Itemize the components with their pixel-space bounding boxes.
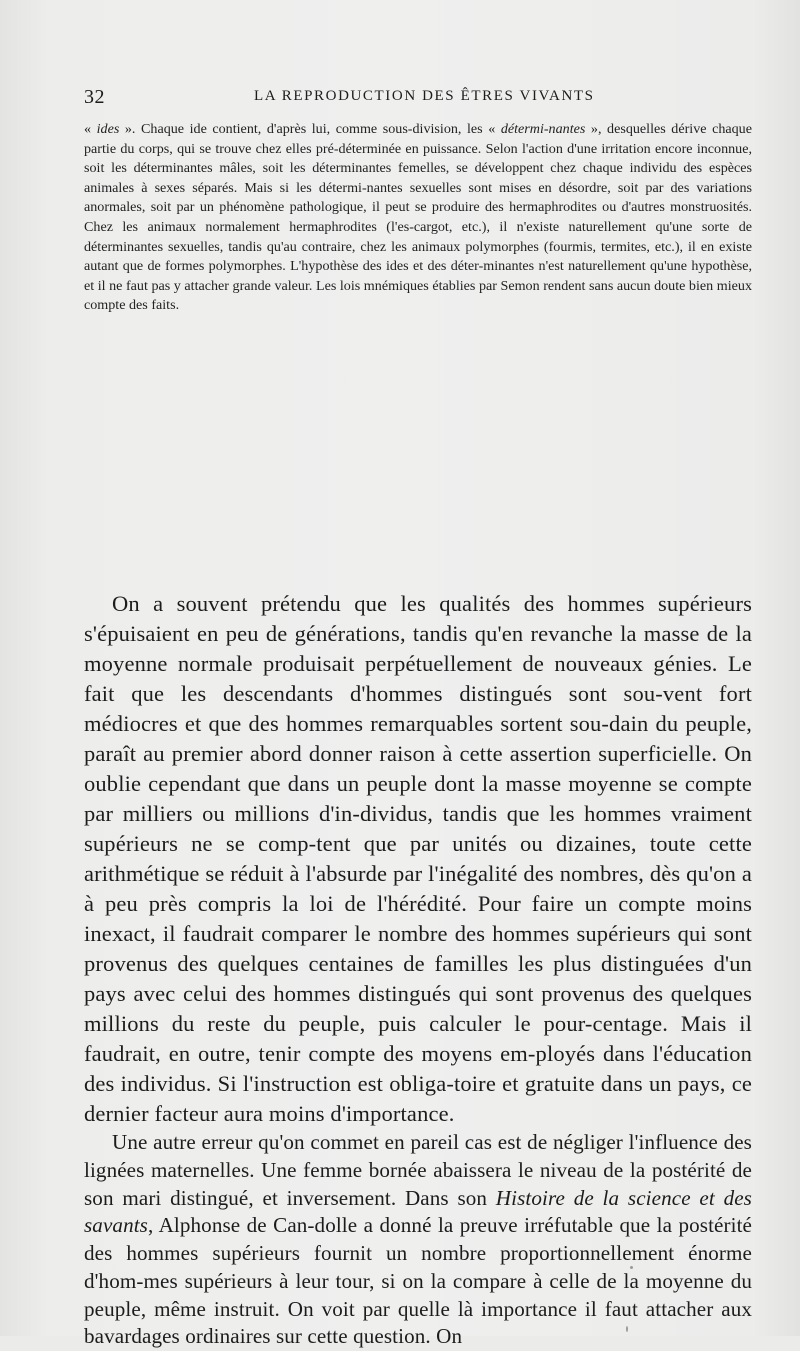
paragraph-1: On a souvent prétendu que les qualités des hommes supérieurs s'épuisaient en peu de générations, tandis qu'en revanche la masse de la moyenne normale produisait perpétuellement de nouveaux génies. Le fait que les descendants d'hommes distingués sont sou-vent fort médiocres et que des hommes remarquables sortent sou-dain du peuple, paraît au premier abord donner raison à cette assertion superficielle. On oublie cependant que dans un peuple dont la masse moyenne se compte par milliers ou millions d'in-dividus, tandis que les hommes vraiment supérieurs ne se comp-tent que par unités ou dizaines, toute cette arithmétique se réduit à l'absurde par l'inégalité des nombres, dès qu'on a à peu près compris la loi de l'hérédité. Pour faire un compte moins inexact, il faudrait comparer le nombre des hommes supérieurs qui sont provenus des quelques centaines de familles les plus distinguées d'un pays avec celui des hommes distingués qui sont provenus des quelques millions du reste du peuple, puis calculer le pour-centage. Mais il faudrait, en outre, tenir compte des moyens em-ployés dans l'éducation des individus. Si l'instruction est obliga-toire et gratuite dans un pays, ce dernier facteur aura moins d'importance. (84, 591, 752, 1126)
footnote-term-determinantes: détermi-nantes (500, 121, 586, 137)
footnote-text-1: ». Chaque ide contient, d'après lui, comme sous-division, les « (119, 121, 501, 137)
footnote (84, 120, 752, 316)
paper-fleck (626, 1326, 628, 1332)
footnote-text-2: », desquelles dérive chaque partie du corps, qui se trouve chez elles pré-déterminée en puissance. Selon l'action d'une irritation encore inconnue, soit les déterminantes mâles, soit les déterminantes femelles, se développent chez chaque individu des espèces animales à sexes séparés. Mais si les détermi-nantes sexuelles sont mises en désordre, soit par des variations anormales, soit par un phénomène pathologique, il peut se produire des hermaphrodites ou d'autres monstruosités. Chez les animaux normalement hermaphrodites (l'es-cargot, etc.), il n'existe naturellement qu'une sorte de déterminantes sexuelles, tandis qu'au contraire, chez les animaux polymorphes (fourmis, termites, etc.), il en existe autant que de formes polymorphes. L'hypothèse des ides et des déter-minantes n'est naturellement qu'une hypothèse, et il ne faut pas y attacher grande valeur. Les lois mnémiques établies par Semon rendent sans aucun doute bien mieux compte des faits. (84, 121, 752, 314)
page-number: 32 (84, 86, 105, 108)
page-header (84, 86, 752, 112)
book-title: Histoire de la science et des savants (84, 1185, 752, 1238)
paragraph-2 (84, 1129, 752, 1351)
running-title: LA REPRODUCTION DES ÊTRES VIVANTS (254, 88, 595, 104)
main-text (84, 589, 752, 1351)
paragraph-2-text-a: Une autre erreur qu'on commet en pareil cas est de négliger l'influence des lignées maternelles. Une femme bornée abaissera le niveau de la postérité de son mari distingué, et inversement. Dans son (84, 1130, 752, 1210)
footnote-term-ides: ides (96, 121, 120, 137)
footnote-open-quote: « (84, 121, 97, 137)
paper-fleck (630, 1266, 633, 1269)
paragraph-2-text-b: , Alphonse de Can-dolle a donné la preuve irréfutable que la postérité des hommes supérieurs fournit un nombre proportionnellement énorme d'hom-mes supérieurs à leur tour, si on la compare à celle de la moyenne du peuple, même instruit. On voit par quelle là importance il faut attacher aux bavardages ordinaires sur cette question. On (84, 1213, 752, 1349)
